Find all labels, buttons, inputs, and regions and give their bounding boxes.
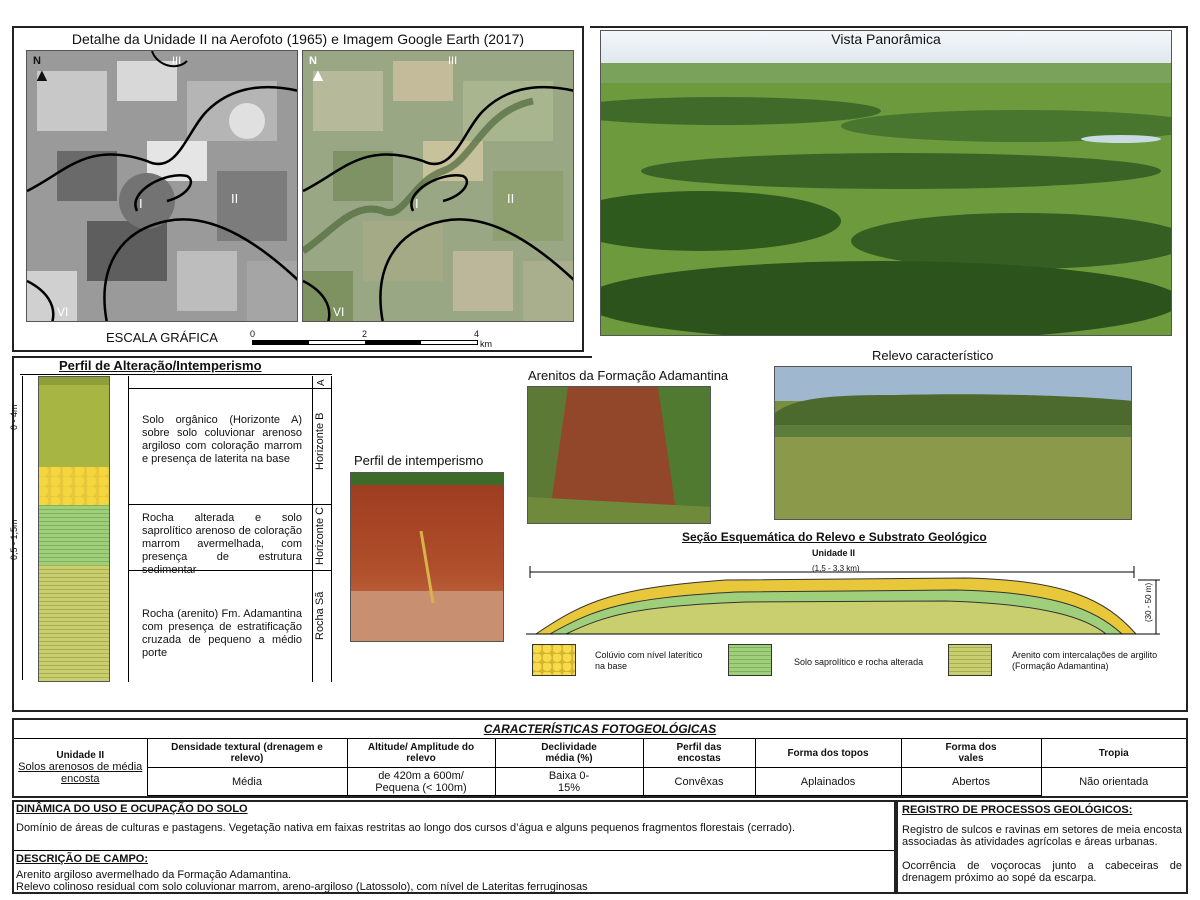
value-cell: Abertos (901, 768, 1041, 796)
header-cell: Declividade média (%) (495, 739, 643, 768)
aerial-panel (12, 26, 584, 352)
weathering-photo (350, 472, 504, 642)
section-width: (1,5 - 3,3 km) (812, 564, 860, 573)
unit-cell (14, 739, 147, 796)
depth-label-2: 0,5 - 1,5m (9, 519, 19, 560)
value-cell: Não orientada (1041, 768, 1186, 796)
value-cell: Média (147, 768, 347, 796)
header-cell: Tropia (1041, 739, 1186, 768)
satellite-image-2017 (302, 50, 574, 322)
panorama-title: Vista Panorâmica (831, 31, 941, 47)
dynamics-text: Domínio de áreas de culturas e pastagens. Vegetação nativa em faixas restritas ao longo dos cursos d’água e alguns pequenos fragmentos florestais (cerrado). (16, 822, 796, 834)
relief-photo (774, 366, 1132, 520)
relief-photo-image (775, 367, 1132, 520)
scale-label: ESCALA GRÁFICA (106, 330, 218, 345)
header-cell: Forma dos vales (901, 739, 1041, 768)
dynamics-divider (14, 850, 894, 851)
field-line-1: Arenito argiloso avermelhado da Formação Adamantina. (16, 869, 292, 881)
legend-sandstone: Arenito com intercalações de argilito (Formação Adamantina) (1012, 650, 1158, 671)
aerial-photo-1965-map (27, 51, 298, 322)
processes-title: REGISTRO DE PROCESSOS GEOLÓGICOS: (902, 804, 1133, 816)
horizon-sep-1 (128, 388, 332, 389)
header-cell: Perfil das encostas (643, 739, 755, 768)
header-cell: Forma dos topos (755, 739, 901, 768)
section-diagram (526, 560, 1160, 640)
legend-swatch-sandstone (948, 644, 992, 676)
legend-swatch-colluvium (532, 644, 576, 676)
legend-swatch-saprolite (728, 644, 772, 676)
aerial-title: Detalhe da Unidade II na Aerofoto (1965) e Imagem Google Earth (2017) (71, 31, 525, 47)
table-value-row (14, 768, 1186, 796)
aerial-photo-1965 (26, 50, 298, 322)
north-arrow-icon (33, 55, 51, 83)
map-label-vi-2: VI (333, 305, 345, 319)
value-cell: de 420m a 600m/ Pequena (< 100m) (347, 768, 495, 796)
scale-tick-2: 2 (362, 329, 368, 339)
panorama-photo (600, 30, 1172, 336)
dynamics-title: DINÂMICA DO USO E OCUPAÇÃO DO SOLO (16, 803, 248, 815)
layer-sandstone (39, 565, 109, 681)
unit-desc: Solos arenosos de média encosta (18, 760, 143, 785)
unit-name: Unidade II (56, 749, 105, 761)
scale-tick-0: 0 (250, 329, 256, 339)
header-cell: Densidade textural (drenagem e relevo) (147, 739, 347, 768)
scale-unit: km (480, 339, 492, 349)
profile-title: Perfil de Alteração/Intemperismo (59, 358, 262, 373)
north-arrow-icon (309, 55, 327, 83)
horizon-a-label: A (316, 379, 327, 386)
legend-colluvium: Colúvio com nível laterítico na base (595, 650, 703, 671)
map-label-ii-2: II (507, 191, 515, 206)
characteristics-title: CARACTERÍSTICAS FOTOGEOLÓGICAS (483, 722, 717, 736)
horizon-sep-2 (128, 504, 332, 505)
field-line-2: Relevo colinoso residual com solo coluvionar marrom, areno-argiloso (Latossolo), com nível de Lateritas ferruginosas (16, 881, 588, 893)
processes-panel (896, 800, 1188, 894)
layer-organic (39, 377, 109, 385)
header-cell: Altitude/ Amplitude do relevo (347, 739, 495, 768)
rocha-sa-label: Rocha Sã (314, 591, 326, 640)
layer-desc-rock: Rocha (arenito) Fm. Adamantina com presença de estratificação cruzada de pequeno a médio porte (142, 608, 302, 659)
section-unit: Unidade II (812, 548, 856, 558)
north-arrow-glyph-icon: ▲ (309, 65, 327, 85)
horizon-c-label: Horizonte C (314, 506, 326, 565)
depth-scale (22, 376, 30, 680)
satellite-image-2017-map (303, 51, 574, 322)
processes-text-1: Registro de sulcos e ravinas em setores de meia encosta associadas às atividades agrícolas e áreas urbanas. (902, 824, 1182, 848)
field-title: DESCRIÇÃO DE CAMPO: (16, 853, 149, 865)
scale-tick-4: 4 (474, 329, 480, 339)
map-label-i-2: I (415, 196, 419, 211)
horizon-b-label: Horizonte B (314, 412, 326, 470)
sandstone-photo-title: Arenitos da Formação Adamantina (528, 368, 729, 383)
map-label-ii: II (231, 191, 239, 206)
layer-desc-b: Solo orgânico (Horizonte A) sobre solo coluvionar arenoso argiloso com coloração marrom e presença de laterita na base (142, 414, 302, 465)
layer-colluvium (39, 385, 109, 467)
sandstone-photo-image (528, 387, 711, 524)
sandstone-photo (527, 386, 711, 524)
map-label-iii: III (172, 55, 182, 67)
characteristics-table (14, 738, 1186, 796)
profile-column (38, 376, 110, 682)
north-label: N (33, 55, 41, 67)
processes-text-2: Ocorrência de voçorocas junto a cabeceiras de drenagem próximo ao sopé da escarpa. (902, 860, 1182, 884)
dynamics-panel (12, 800, 896, 894)
layer-saprolite (39, 505, 109, 565)
north-label-2: N (309, 55, 317, 67)
map-label-iii-2: III (448, 55, 458, 67)
value-cell: Aplainados (755, 768, 901, 796)
layer-desc-c: Rocha alterada e solo saprolítico arenoso de coloração marrom avermelhada, com presença de estrutura sedimentar (142, 512, 302, 576)
value-cell: Baixa 0-15% (495, 768, 643, 796)
value-cell: Convêxas (643, 768, 755, 796)
panorama-image (601, 31, 1172, 336)
map-label-i: I (139, 196, 143, 211)
legend-saprolite: Solo saprolítico e rocha alterada (794, 657, 924, 667)
section-height: (30 - 50 m) (1144, 582, 1153, 622)
weathering-photo-title: Perfil de intemperismo (354, 453, 484, 468)
north-arrow-glyph-icon: ▲ (33, 65, 51, 85)
weathering-photo-image (351, 473, 504, 642)
section-title: Seção Esquemática do Relevo e Substrato Geológico (682, 530, 987, 544)
profile-top-line (20, 374, 332, 375)
characteristics-panel (12, 718, 1188, 798)
layer-laterite (39, 467, 109, 505)
depth-label-1: 0 - 4m (9, 404, 19, 430)
table-header-row (14, 739, 1186, 768)
map-label-vi: VI (57, 305, 69, 319)
relief-photo-title: Relevo característico (872, 348, 994, 363)
